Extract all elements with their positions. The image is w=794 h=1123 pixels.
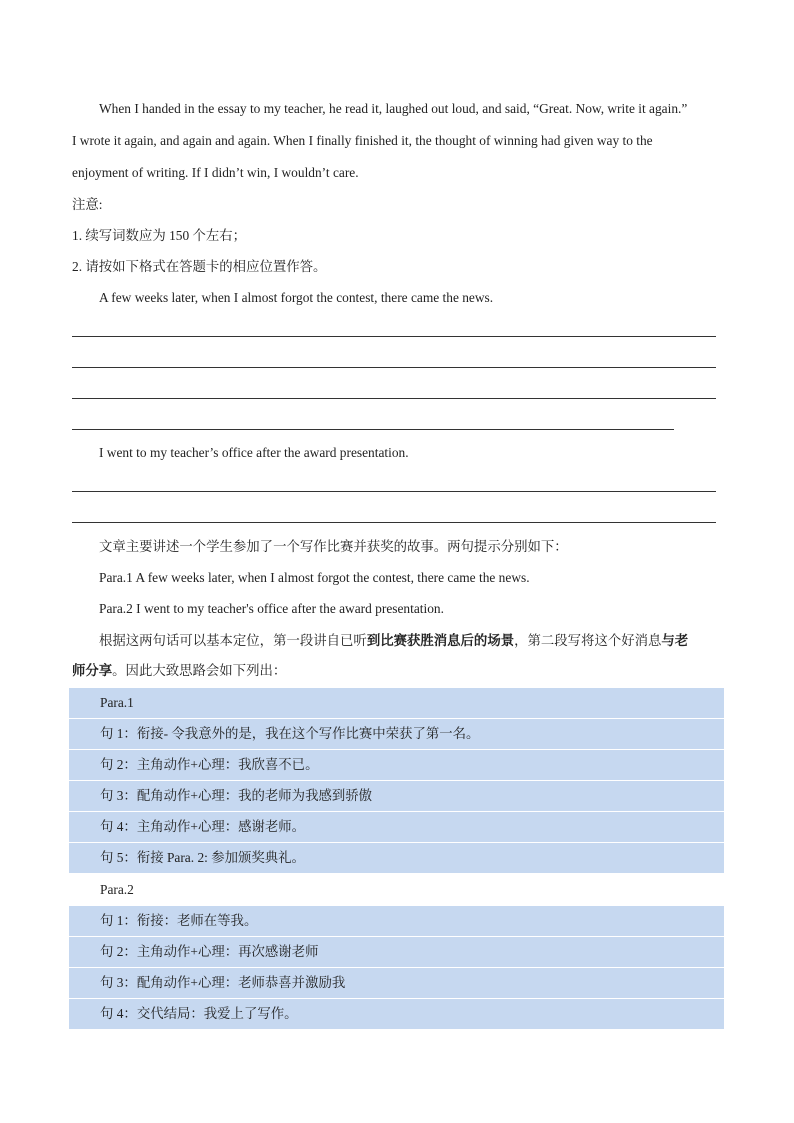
- outline-para-1-label-row: [69, 688, 724, 719]
- outline-sentence: 句 3：配角动作+心理：我的老师为我感到骄傲: [100, 788, 373, 803]
- outline-row: [69, 999, 724, 1030]
- outline-row: [69, 812, 724, 843]
- outline-para-2-label: Para.2: [100, 882, 134, 897]
- analysis-locate-bold: 到比赛获胜消息后的场景: [366, 633, 515, 648]
- outline-sentence: 句 3：配角动作+心理：老师恭喜并激励我: [100, 975, 346, 990]
- analysis-hint-2: Para.2 I went to my teacher's office after the award presentation.: [99, 601, 444, 616]
- answer-line: [72, 429, 674, 430]
- answer-line: [72, 522, 716, 523]
- analysis-hint-1: Para.1 A few weeks later, when I almost forgot the contest, there came the news.: [99, 570, 530, 585]
- passage-line-3: enjoyment of writing. If I didn’t win, I wouldn’t care.: [72, 165, 359, 180]
- answer-line: [72, 336, 716, 337]
- analysis-locate-text: 。因此大致思路会如下列出：: [112, 663, 287, 678]
- analysis-locate-bold: 师分享: [72, 663, 113, 678]
- outline-para-1-label: Para.1: [100, 695, 134, 710]
- answer-line: [72, 367, 716, 368]
- outline-row: [69, 937, 724, 968]
- outline-sentence: 句 4：交代结局：我爱上了写作。: [100, 1006, 298, 1021]
- analysis-locate-line-1: [99, 631, 747, 651]
- analysis-locate-bold: 与老: [661, 633, 689, 648]
- answer-line: [72, 398, 716, 399]
- outline-sentence: 句 5：衔接 Para. 2: 参加颁奖典礼。: [100, 850, 305, 865]
- analysis-summary: 文章主要讲述一个学生参加了一个写作比赛并获奖的故事。两句提示分别如下：: [99, 539, 568, 554]
- outline-sentence: 句 2：主角动作+心理：再次感谢老师: [100, 944, 319, 959]
- prompt-para-1: A few weeks later, when I almost forgot the contest, there came the news.: [99, 290, 494, 305]
- outline-row: [69, 719, 724, 750]
- prompt-para-2: I went to my teacher’s office after the award presentation.: [99, 445, 409, 460]
- answer-line: [72, 491, 716, 492]
- analysis-locate-text: ，第二段写将这个好消息: [514, 633, 662, 648]
- notes-heading: 注意:: [72, 197, 103, 212]
- outline-sentence: 句 1：衔接：老师在等我。: [100, 913, 258, 928]
- outline-row: [69, 968, 724, 999]
- analysis-locate-line-2: [72, 661, 720, 681]
- outline-sentence: 句 2：主角动作+心理：我欣喜不已。: [100, 757, 319, 772]
- outline-row: [69, 781, 724, 812]
- outline-row: [69, 906, 724, 937]
- notes-item-1: 1. 续写词数应为 150 个左右；: [72, 228, 247, 243]
- notes-item-2: 2. 请按如下格式在答题卡的相应位置作答。: [72, 259, 327, 274]
- outline-row: [69, 843, 724, 874]
- passage-line-2: I wrote it again, and again and again. When I finally finished it, the thought of winning had given way to the: [72, 133, 653, 148]
- passage-line-1: When I handed in the essay to my teacher, he read it, laughed out loud, and said, “Great. Now, write it again.”: [99, 101, 688, 116]
- outline-row: [69, 750, 724, 781]
- outline-sentence: 句 1：衔接- 令我意外的是，我在这个写作比赛中荣获了第一名。: [100, 726, 480, 741]
- analysis-locate-text: 根据这两句话可以基本定位，第一段讲自已听: [99, 633, 367, 648]
- outline-sentence: 句 4：主角动作+心理：感谢老师。: [100, 819, 306, 834]
